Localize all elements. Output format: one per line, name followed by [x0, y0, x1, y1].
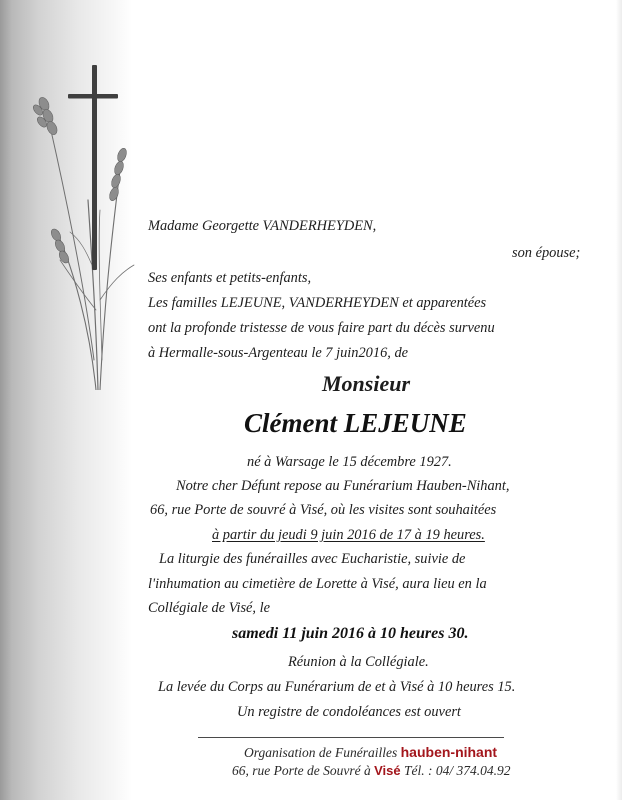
- visitation-line-1: Notre cher Défunt repose au Funérarium Hauben-Nihant,: [176, 478, 510, 494]
- visitation-line-2: 66, rue Porte de souvré à Visé, où les visites sont souhaitées: [150, 502, 497, 518]
- deceased-title: Monsieur: [322, 371, 411, 396]
- address-phone: Tél. : 04/ 374.04.92: [403, 763, 511, 778]
- lifting-line: La levée du Corps au Funérarium de et à Visé à 10 heures 15.: [158, 679, 516, 695]
- register-line: Un registre de condoléances est ouvert: [237, 704, 461, 720]
- funeral-line-1: La liturgie des funérailles avec Eucharistie, suivie de: [159, 551, 466, 567]
- address-city: Visé: [374, 763, 401, 778]
- sorrow-line: ont la profonde tristesse de vous faire part du décès survenu: [148, 320, 495, 336]
- visitation-hours: à partir du jeudi 9 juin 2016 de 17 à 19 heures.: [212, 527, 485, 543]
- footer-address: [232, 763, 510, 779]
- cross-with-wheat-icon: [30, 60, 140, 390]
- footer-organisation: [244, 744, 497, 761]
- funeral-line-3: Collégiale de Visé, le: [148, 600, 271, 616]
- funeral-datetime: samedi 11 juin 2016 à 10 heures 30.: [232, 625, 469, 642]
- organisation-label: Organisation de Funérailles: [244, 745, 398, 760]
- families-line: Les familles LEJEUNE, VANDERHEYDEN et apparentées: [148, 295, 487, 311]
- funeral-home-brand: hauben-nihant: [400, 744, 498, 760]
- spouse-name: Madame Georgette VANDERHEYDEN,: [148, 218, 377, 234]
- birth-line: né à Warsage le 15 décembre 1927.: [247, 454, 452, 470]
- meeting-line: Réunion à la Collégiale.: [288, 654, 429, 670]
- footer-divider: [198, 737, 504, 738]
- right-edge-shadow: [616, 0, 622, 800]
- deceased-name: Clément LEJEUNE: [244, 408, 467, 438]
- address-prefix: 66, rue Porte de Souvré à: [232, 763, 371, 778]
- funeral-line-2: l'inhumation au cimetière de Lorette à Visé, aura lieu en la: [148, 576, 487, 592]
- place-date-line: à Hermalle-sous-Argenteau le 7 juin2016, de: [148, 345, 409, 361]
- children-line: Ses enfants et petits-enfants,: [148, 270, 312, 286]
- spouse-role: son épouse;: [512, 245, 581, 261]
